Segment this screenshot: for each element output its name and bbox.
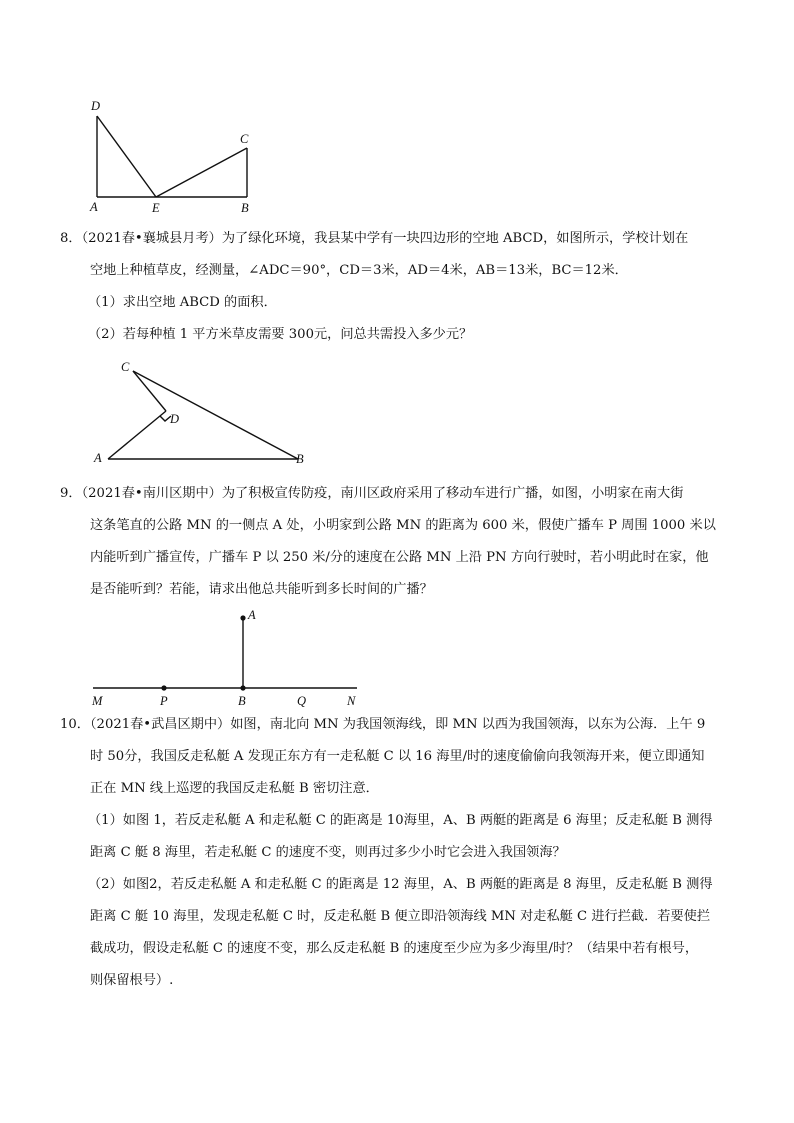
label-n: N <box>347 694 356 708</box>
q10-line-3: 正在 MN 线上巡逻的我国反走私艇 B 密切注意． <box>90 781 379 796</box>
segment-de <box>97 116 156 197</box>
point-p <box>161 685 166 690</box>
point-b <box>240 685 245 690</box>
q8-line-2: 空地上种植草皮，经测量，∠ADC＝90°，CD＝3米，AD＝4米，AB＝13米，BC＝12米． <box>90 263 628 278</box>
label-a: A <box>248 608 256 622</box>
label-q: Q <box>297 694 307 708</box>
segment-cb <box>133 371 298 459</box>
q10-part2-line-4: 则保留根号）. <box>90 973 174 988</box>
q9-line-1: 9．（2021春•南川区期中）为了积极宣传防疫，南川区政府采用了移动车进行广播，如图，小明家在南大街 <box>60 486 684 501</box>
figure-q9 <box>85 605 375 710</box>
q8-sub-2: （2）若每种植 1 平方米草皮需要 300元，问总共需投入多少元？ <box>88 327 473 342</box>
label-d: D <box>170 412 180 426</box>
label-b: B <box>241 201 249 215</box>
figure-q7 <box>80 95 270 215</box>
q9-line-2: 这条笔直的公路 MN 的一侧点 A 处，小明家到公路 MN 的距离为 600 米，假使广播车 P 周围 1000 米以 <box>90 518 716 533</box>
segment-cd <box>133 371 166 411</box>
q10-line-1: 10．（2021春•武昌区期中）如图，南北向 MN 为我国领海线，即 MN 以西为我国领海，以东为公海．上午 9 <box>60 717 706 732</box>
q10-part2-line-1: （2）如图2，若反走私艇 A 和走私艇 C 的距离是 12 海里，A、B 两艇的距离是 8 海里，反走私艇 B 测得 <box>88 877 713 892</box>
point-a <box>240 615 245 620</box>
label-c: C <box>240 132 249 146</box>
label-a: A <box>90 200 98 214</box>
q9-line-4: 是否能听到？若能，请求出他总共能听到多长时间的广播？ <box>90 582 433 597</box>
q9-line-3: 内能听到广播宣传，广播车 P 以 250 米/分的速度在公路 MN 上沿 PN 方向行驶时，若小明此时在家，他 <box>90 550 709 565</box>
label-b: B <box>238 694 246 708</box>
q10-line-2: 时 50分，我国反走私艇 A 发现正东方有一走私艇 C 以 16 海里/时的速度偷偷向我领海开来，便立即通知 <box>90 749 705 764</box>
label-d: D <box>91 99 101 113</box>
figure-q8 <box>90 355 320 470</box>
segment-ec <box>156 148 247 197</box>
label-a: A <box>94 451 102 465</box>
label-e: E <box>152 201 160 215</box>
q10-part2-line-2: 距离 C 艇 10 海里，发现走私艇 C 时，反走私艇 B 便立即沿领海线 MN 对走私艇 C 进行拦截．若要使拦 <box>90 909 711 924</box>
label-b: B <box>296 452 304 466</box>
label-p: P <box>160 694 168 708</box>
q10-part1-line-2: 距离 C 艇 8 海里，若走私艇 C 的速度不变，则再过多少小时它会进入我国领海？ <box>90 845 566 860</box>
q8-line-1: 8．（2021春•襄城县月考）为了绿化环境，我县某中学有一块四边形的空地 ABCD，如图所示，学校计划在 <box>60 231 689 246</box>
label-c: C <box>121 360 130 374</box>
q10-part1-line-1: （1）如图 1，若反走私艇 A 和走私艇 C 的距离是 10海里，A、B 两艇的距离是 6 海里；反走私艇 B 测得 <box>88 813 713 828</box>
q10-part2-line-3: 截成功，假设走私艇 C 的速度不变，那么反走私艇 B 的速度至少应为多少海里/时？（结果中若有根号， <box>90 941 699 956</box>
q8-sub-1: （1）求出空地 ABCD 的面积． <box>88 295 277 310</box>
segment-da <box>108 411 166 459</box>
label-m: M <box>92 694 103 708</box>
